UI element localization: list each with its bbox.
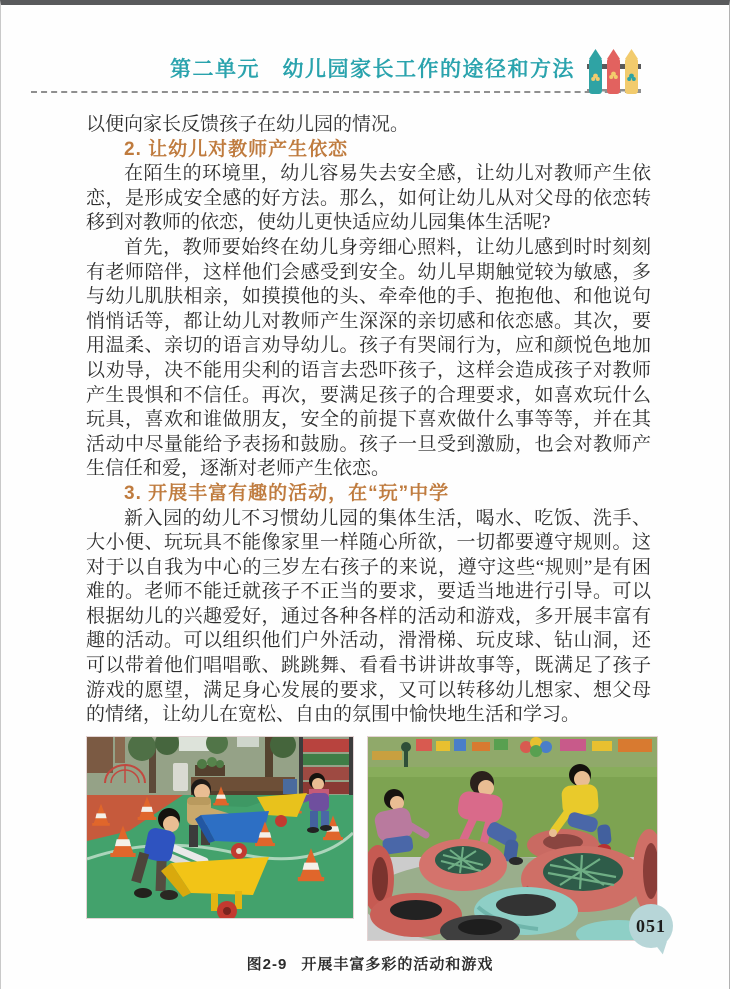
unit-header <box>31 49 641 93</box>
bubble-tail-icon <box>656 941 671 955</box>
photo-children-wheelbarrows-illustration <box>87 737 353 918</box>
crayon-fence-icon <box>587 49 641 99</box>
figure-caption <box>86 953 654 974</box>
paragraph-continuation: 以便向家长反馈孩子在幼儿园的情况。 <box>86 114 410 135</box>
figure-caption-text: 开展丰富多彩的活动和游戏 <box>301 955 494 973</box>
section-heading-2: 2. 让幼儿对教师产生依恋 <box>124 138 349 160</box>
photo-children-tires-illustration <box>368 737 657 940</box>
unit-title: 第二单元 幼儿园家长工作的途径和方法 <box>170 58 575 81</box>
section-heading-3: 3. 开展丰富有趣的活动，在“玩”中学 <box>124 482 450 504</box>
photo-row <box>86 736 654 941</box>
paragraph: 在陌生的环境里，幼儿容易失去安全感，让幼儿对教师产生依恋，是形成安全感的好方法。那么，如何让幼儿从对父母的依恋转移到对教师的依恋，使幼儿更快适应幼儿园集体生活呢? <box>86 163 651 234</box>
body-text <box>86 113 651 728</box>
photo-children-wheelbarrows <box>86 736 354 919</box>
paragraph: 首先，教师要始终在幼儿身旁细心照料，让幼儿感到时时刻刻有老师陪伴，这样他们会感受到安全。幼儿早期触觉较为敏感，多与幼儿肌肤相亲，如摸摸他的头、牵牵他的手、抱抱他、和他说句悄悄话等，都让幼儿对教师产生深深的亲切感和依恋感。其次，要用温柔、亲切的语言劝导幼儿。孩子有哭闹行为，应和颜悦色地加以劝导，决不能用尖利的语言去恐吓孩子，这样会造成孩子对教师产生畏惧和不信任。再次，要满足孩子的合理要求，如喜欢玩什么玩具，喜欢和谁做朋友，安全的前提下喜欢做什么事等等，并在其活动中尽量能给予表扬和鼓励。孩子一旦受到激励，也会对教师产生信任和爱，逐渐对老师产生依恋。 <box>86 236 651 480</box>
figure <box>86 736 654 974</box>
paragraph: 新入园的幼儿不习惯幼儿园的集体生活，喝水、吃饭、洗手、大小便、玩玩具不能像家里一样随心所欲，一切都要遵守规则。这对于以自我为中心的三岁左右孩子的来说，遵守这些“规则”是有困难的。老师不能迁就孩子不正当的要求，要适当地进行引导。可以根据幼儿的兴趣爱好，通过各种各样的活动和游戏，多开展丰富有趣的活动。可以组织他们户外活动，滑滑梯、玩皮球、钻山洞，还可以带着他们唱唱歌、跳跳舞、看看书讲讲故事等，既满足了孩子游戏的愿望，满足身心发展的要求，又可以转移幼儿想家、想父母的情绪，让幼儿在宽松、自由的氛围中愉快地生活和学习。 <box>86 507 651 726</box>
figure-caption-label: 图2-9 <box>246 955 288 973</box>
page-number: 051 <box>629 904 673 948</box>
photo-children-tires <box>367 736 658 941</box>
page-number-badge <box>629 904 673 948</box>
